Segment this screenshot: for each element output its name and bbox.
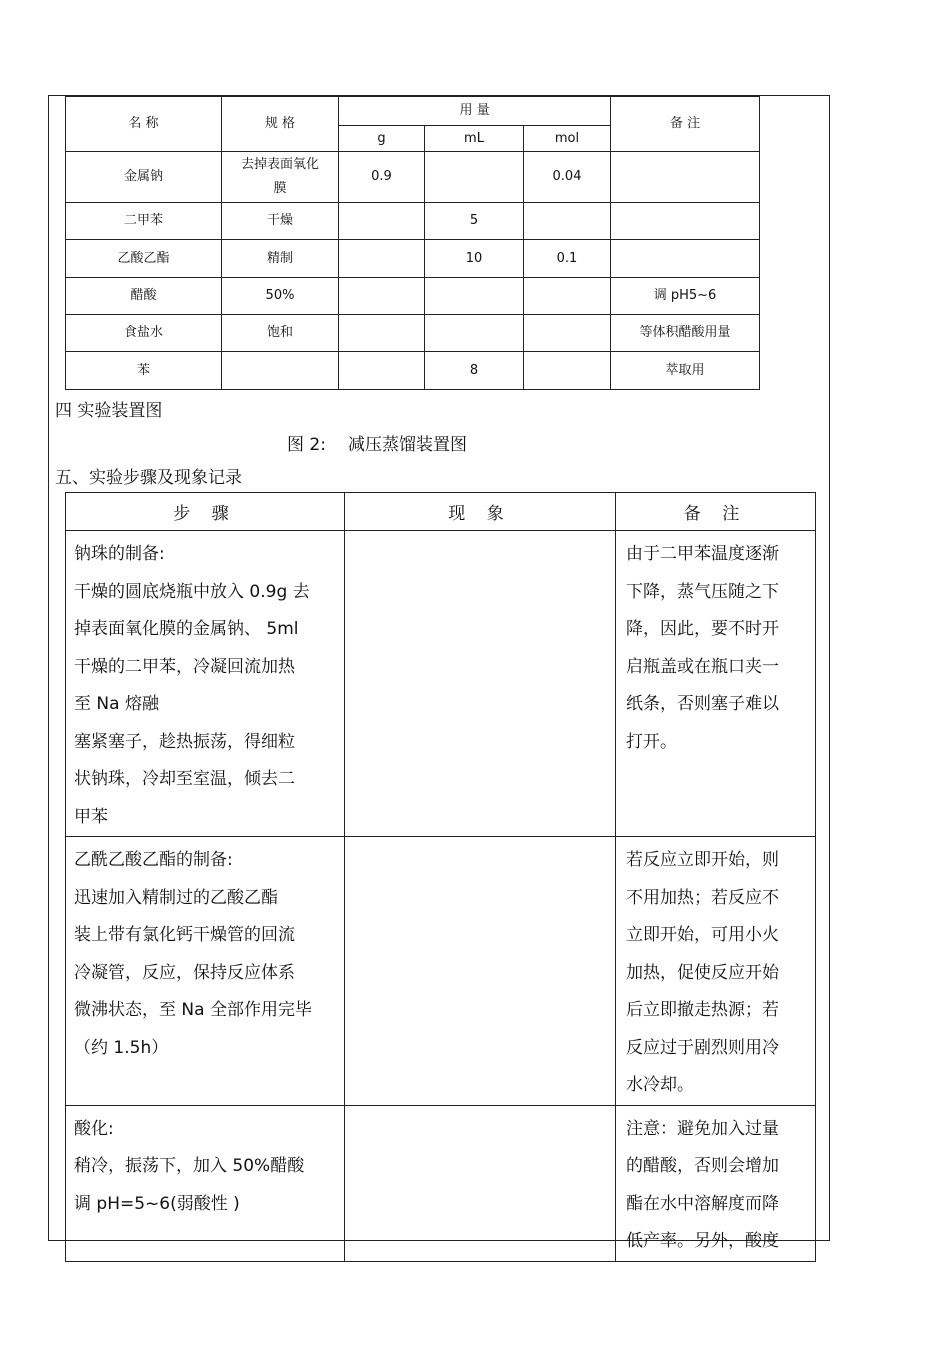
step-line: 干燥的圆底烧瓶中放入 0.9g 去 [74,581,310,602]
cell-mol: 0.1 [524,240,611,278]
step-line: 装上带有氯化钙干燥管的回流 [74,925,295,945]
step-line: 调 pH=5~6(弱酸性 ) [74,1193,240,1214]
remark-line: 立即开始，可用小火 [626,925,779,945]
figure-caption-title: 减压蒸馏装置图 [347,435,467,455]
table-row [66,203,760,240]
step-cell [66,837,345,1106]
cell-remark [611,240,760,278]
cell-g [339,240,425,278]
table-row [66,837,816,1106]
cell-ml: 10 [425,240,524,278]
step-line: 掉表面氧化膜的金属钠、 5ml [74,619,299,639]
cell-spec-line: 去掉表面氧化 [240,157,319,172]
table-row [66,315,760,352]
step-line: 冷凝管，反应，保持反应体系 [74,962,295,983]
cell-spec: 精制 [222,240,339,278]
cell-spec [222,352,339,390]
header-remark: 备 注 [616,493,816,531]
cell-name: 乙酸乙酯 [66,240,222,278]
steps-table [65,492,816,1262]
table-row [66,240,760,278]
cell-ml: 5 [425,203,524,240]
header-spec: 规 格 [222,97,339,152]
header-unit-mol: mol [524,126,611,152]
phenomenon-cell [345,531,616,837]
remark-line: 下降，蒸气压随之下 [626,581,779,602]
remark-cell [616,531,816,837]
remark-line: 加热，促使反应开始 [626,962,779,983]
remark-line: 不用加热；若反应不 [626,887,779,908]
cell-mol [524,352,611,390]
section4-heading: 四 实验装置图 [55,401,163,421]
cell-ml [425,315,524,352]
remark-line: 反应过于剧烈则用冷 [626,1037,779,1058]
cell-name: 苯 [66,352,222,390]
step-line: 迅速加入精制过的乙酸乙酯 [74,887,278,908]
cell-name: 食盐水 [66,315,222,352]
cell-remark: 调 pH5~6 [611,278,760,315]
table-row [66,152,760,203]
cell-remark [611,203,760,240]
cell-remark: 萃取用 [611,352,760,390]
cell-g: 0.9 [339,152,425,203]
figure-caption [287,430,467,455]
header-step: 步 骤 [66,493,345,531]
remark-line: 若反应立即开始，则 [626,850,779,870]
step-cell [66,1105,345,1261]
cell-mol [524,315,611,352]
cell-spec [222,152,339,203]
cell-mol [524,203,611,240]
remark-line: 后立即撤走热源；若 [626,1000,779,1020]
step-line: 乙酰乙酸乙酯的制备: [74,850,233,870]
remark-line: 打开。 [626,731,677,752]
table-row [66,352,760,390]
cell-name: 醋酸 [66,278,222,315]
remark-cell [616,837,816,1106]
cell-ml [425,152,524,203]
header-remark: 备 注 [611,97,760,152]
step-line: 至 Na 熔融 [74,694,159,714]
header-unit-g: g [339,126,425,152]
remark-line: 降，因此，要不时开 [626,619,779,639]
phenomenon-cell [345,837,616,1106]
cell-remark: 等体积醋酸用量 [611,315,760,352]
phenomenon-cell [345,1105,616,1261]
cell-mol: 0.04 [524,152,611,203]
cell-spec: 饱和 [222,315,339,352]
figure-caption-prefix: 图 2: [287,435,326,455]
step-line: 塞紧塞子，趁热振荡，得细粒 [74,731,295,752]
table-row [66,531,816,837]
remark-line: 注意：避免加入过量 [626,1118,779,1139]
remark-line: 低产率。另外，酸度 [626,1231,779,1251]
materials-table [65,96,760,390]
remark-line: 的醋酸，否则会增加 [626,1156,779,1176]
cell-remark [611,152,760,203]
header-amount: 用 量 [339,97,611,126]
cell-g [339,315,425,352]
step-line: 甲苯 [74,806,108,827]
remark-line: 由于二甲苯温度逐渐 [626,544,779,564]
step-line: 状钠珠，冷却至室温，倾去二 [74,769,295,789]
cell-g [339,203,425,240]
step-line: 干燥的二甲苯，冷凝回流加热 [74,656,295,677]
cell-ml: 8 [425,352,524,390]
cell-spec-line: 膜 [273,181,287,196]
header-phenomenon: 现 象 [345,493,616,531]
cell-ml [425,278,524,315]
step-line: （约 1.5h） [74,1037,169,1058]
remark-line: 酯在水中溶解度而降 [626,1193,779,1214]
step-line: 微沸状态，至 Na 全部作用完毕 [74,1000,312,1020]
remark-line: 启瓶盖或在瓶口夹一 [626,656,779,677]
remark-cell [616,1105,816,1261]
step-line: 酸化: [74,1118,114,1139]
cell-name: 二甲苯 [66,203,222,240]
header-name: 名 称 [66,97,222,152]
step-line: 稍冷，振荡下，加入 50%醋酸 [74,1156,305,1176]
cell-g [339,352,425,390]
table-row [66,278,760,315]
table-row [66,1105,816,1261]
cell-mol [524,278,611,315]
remark-line: 水冷却。 [626,1075,694,1095]
header-unit-ml: mL [425,126,524,152]
step-cell [66,531,345,837]
remark-line: 纸条，否则塞子难以 [626,694,779,714]
section5-heading: 五、实验步骤及现象记录 [55,468,242,488]
cell-g [339,278,425,315]
cell-name: 金属钠 [66,152,222,203]
cell-spec: 干燥 [222,203,339,240]
cell-spec: 50% [222,278,339,315]
step-line: 钠珠的制备: [74,544,165,564]
